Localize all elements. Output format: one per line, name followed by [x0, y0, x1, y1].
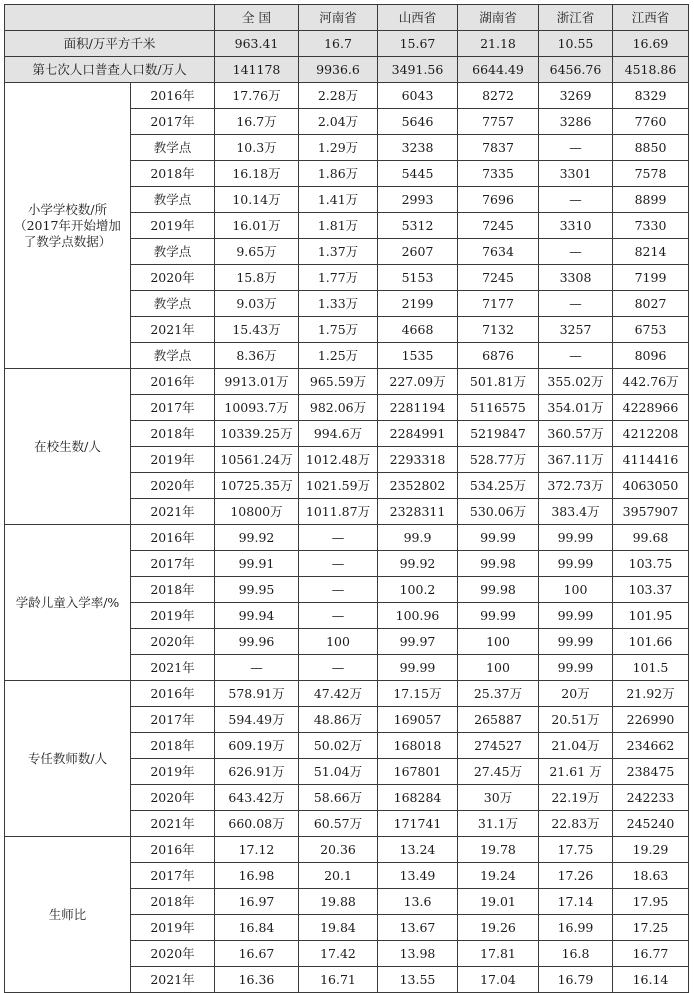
data-cell: 100 [299, 629, 378, 655]
data-cell: 10725.35万 [215, 473, 299, 499]
data-cell: — [539, 239, 613, 265]
data-cell: 7837 [458, 135, 539, 161]
info-value-cell: 6456.76 [539, 57, 613, 83]
row-label: 教学点 [131, 239, 215, 265]
data-cell: 17.81 [458, 941, 539, 967]
header-region-shanxi: 山西省 [378, 5, 458, 31]
data-cell: 20.36 [299, 837, 378, 863]
data-cell: 17.26 [539, 863, 613, 889]
data-cell: 965.59万 [299, 369, 378, 395]
data-cell: 3238 [378, 135, 458, 161]
data-cell: 3301 [539, 161, 613, 187]
info-value-cell: 141178 [215, 57, 299, 83]
row-label: 2021年 [131, 499, 215, 525]
data-cell: 16.71 [299, 967, 378, 993]
row-label: 2018年 [131, 161, 215, 187]
data-cell: 660.08万 [215, 811, 299, 837]
row-label: 2020年 [131, 941, 215, 967]
data-cell: 17.15万 [378, 681, 458, 707]
data-cell: 50.02万 [299, 733, 378, 759]
data-cell: 16.14 [613, 967, 689, 993]
data-cell: 99.99 [539, 551, 613, 577]
data-cell: 1535 [378, 343, 458, 369]
data-cell: 367.11万 [539, 447, 613, 473]
data-cell: 355.02万 [539, 369, 613, 395]
data-cell: 17.95 [613, 889, 689, 915]
data-cell: 360.57万 [539, 421, 613, 447]
data-cell: 168018 [378, 733, 458, 759]
data-cell: 16.99 [539, 915, 613, 941]
data-cell: 168284 [378, 785, 458, 811]
data-cell: 99.92 [215, 525, 299, 551]
header-region-zhejiang: 浙江省 [539, 5, 613, 31]
data-cell: 3257 [539, 317, 613, 343]
data-cell: 8272 [458, 83, 539, 109]
info-row [5, 57, 689, 83]
data-cell: 578.91万 [215, 681, 299, 707]
data-cell: 227.09万 [378, 369, 458, 395]
data-cell: 9.03万 [215, 291, 299, 317]
table-body [5, 5, 689, 993]
data-cell: 1.41万 [299, 187, 378, 213]
data-cell: 99.99 [539, 525, 613, 551]
data-cell: 1.37万 [299, 239, 378, 265]
data-cell: 3310 [539, 213, 613, 239]
data-cell: 100.2 [378, 577, 458, 603]
data-cell: 2281194 [378, 395, 458, 421]
data-cell: 99.95 [215, 577, 299, 603]
data-cell: 13.98 [378, 941, 458, 967]
data-cell: 48.86万 [299, 707, 378, 733]
data-cell: 60.57万 [299, 811, 378, 837]
row-label: 2016年 [131, 681, 215, 707]
data-cell: 2993 [378, 187, 458, 213]
data-cell: 10.3万 [215, 135, 299, 161]
data-cell: 10561.24万 [215, 447, 299, 473]
data-cell: 100.96 [378, 603, 458, 629]
data-cell: 534.25万 [458, 473, 539, 499]
row-label: 2018年 [131, 733, 215, 759]
data-cell: 171741 [378, 811, 458, 837]
data-cell: 19.88 [299, 889, 378, 915]
data-cell: 4212208 [613, 421, 689, 447]
info-value-cell: 16.69 [613, 31, 689, 57]
data-cell: 99.91 [215, 551, 299, 577]
row-label: 2016年 [131, 83, 215, 109]
data-cell: — [539, 291, 613, 317]
data-cell: 13.49 [378, 863, 458, 889]
data-cell: 9913.01万 [215, 369, 299, 395]
table-row [5, 369, 689, 395]
data-cell: 17.14 [539, 889, 613, 915]
data-cell: — [215, 655, 299, 681]
info-value-cell: 4518.86 [613, 57, 689, 83]
data-cell: 22.19万 [539, 785, 613, 811]
data-cell: 2328311 [378, 499, 458, 525]
data-cell: — [299, 655, 378, 681]
data-cell: 99.96 [215, 629, 299, 655]
data-cell: 99.94 [215, 603, 299, 629]
data-cell: 21.61 万 [539, 759, 613, 785]
data-cell: 10800万 [215, 499, 299, 525]
data-cell: 7634 [458, 239, 539, 265]
data-cell: 1021.59万 [299, 473, 378, 499]
data-cell: 5646 [378, 109, 458, 135]
data-cell: 16.97 [215, 889, 299, 915]
header-region-hunan: 湖南省 [458, 5, 539, 31]
row-label: 2019年 [131, 447, 215, 473]
data-cell: 25.37万 [458, 681, 539, 707]
data-cell: 19.01 [458, 889, 539, 915]
data-cell: 528.77万 [458, 447, 539, 473]
data-cell: 13.67 [378, 915, 458, 941]
data-cell: 2352802 [378, 473, 458, 499]
info-value-cell: 3491.56 [378, 57, 458, 83]
data-cell: 383.4万 [539, 499, 613, 525]
section-category-label: 小学学校数/所（2017年开始增加了教学点数据） [5, 83, 131, 369]
data-cell: 17.12 [215, 837, 299, 863]
data-cell: 13.24 [378, 837, 458, 863]
data-cell: 169057 [378, 707, 458, 733]
data-cell: 6876 [458, 343, 539, 369]
header-region-national: 全 国 [215, 5, 299, 31]
data-cell: 1.81万 [299, 213, 378, 239]
data-cell: — [299, 577, 378, 603]
data-cell: 16.67 [215, 941, 299, 967]
data-cell: 5219847 [458, 421, 539, 447]
data-cell: 19.78 [458, 837, 539, 863]
data-cell: 7245 [458, 265, 539, 291]
data-cell: 5153 [378, 265, 458, 291]
info-value-cell: 963.41 [215, 31, 299, 57]
data-cell: 17.04 [458, 967, 539, 993]
data-cell: 8096 [613, 343, 689, 369]
data-cell: 5312 [378, 213, 458, 239]
data-cell: 2607 [378, 239, 458, 265]
row-label: 2020年 [131, 785, 215, 811]
data-cell: 594.49万 [215, 707, 299, 733]
data-cell: 442.76万 [613, 369, 689, 395]
data-cell: 3308 [539, 265, 613, 291]
data-cell: 2284991 [378, 421, 458, 447]
data-cell: 19.84 [299, 915, 378, 941]
row-label: 2017年 [131, 109, 215, 135]
data-cell: 530.06万 [458, 499, 539, 525]
data-cell: 100 [458, 629, 539, 655]
row-label: 2016年 [131, 369, 215, 395]
row-label: 2017年 [131, 395, 215, 421]
row-label: 教学点 [131, 135, 215, 161]
data-cell: 16.7万 [215, 109, 299, 135]
row-label: 2021年 [131, 655, 215, 681]
data-cell: 372.73万 [539, 473, 613, 499]
data-cell: 274527 [458, 733, 539, 759]
data-cell: 7760 [613, 109, 689, 135]
data-cell: 16.01万 [215, 213, 299, 239]
data-cell: 10339.25万 [215, 421, 299, 447]
data-cell: 238475 [613, 759, 689, 785]
data-cell: 51.04万 [299, 759, 378, 785]
data-cell: 103.37 [613, 577, 689, 603]
data-cell: 982.06万 [299, 395, 378, 421]
section-category-label: 生师比 [5, 837, 131, 993]
data-cell: 16.98 [215, 863, 299, 889]
data-cell: 7199 [613, 265, 689, 291]
data-cell: 13.55 [378, 967, 458, 993]
data-cell: 99.9 [378, 525, 458, 551]
info-row [5, 31, 689, 57]
data-cell: 7132 [458, 317, 539, 343]
data-cell: 15.43万 [215, 317, 299, 343]
data-cell: 3269 [539, 83, 613, 109]
data-cell: 21.04万 [539, 733, 613, 759]
data-cell: 99.68 [613, 525, 689, 551]
data-cell: 4114416 [613, 447, 689, 473]
data-cell: 99.98 [458, 551, 539, 577]
row-label: 2020年 [131, 473, 215, 499]
data-cell: 8214 [613, 239, 689, 265]
data-cell: 101.66 [613, 629, 689, 655]
table-row [5, 525, 689, 551]
data-cell: 100 [539, 577, 613, 603]
row-label: 教学点 [131, 291, 215, 317]
data-cell: — [539, 135, 613, 161]
data-cell: 99.99 [539, 603, 613, 629]
data-cell: 101.95 [613, 603, 689, 629]
data-cell: 7335 [458, 161, 539, 187]
data-cell: 1.86万 [299, 161, 378, 187]
data-cell: 8850 [613, 135, 689, 161]
table-row [5, 837, 689, 863]
data-cell: 99.97 [378, 629, 458, 655]
data-cell: 1011.87万 [299, 499, 378, 525]
data-cell: 7578 [613, 161, 689, 187]
data-cell: 265887 [458, 707, 539, 733]
data-cell: 22.83万 [539, 811, 613, 837]
data-cell: 4063050 [613, 473, 689, 499]
data-cell: 4228966 [613, 395, 689, 421]
info-value-cell: 21.18 [458, 31, 539, 57]
data-cell: 19.24 [458, 863, 539, 889]
data-cell: 20.51万 [539, 707, 613, 733]
row-label: 2016年 [131, 525, 215, 551]
row-label: 2021年 [131, 317, 215, 343]
section-category-label: 在校生数/人 [5, 369, 131, 525]
header-region-jiangxi: 江西省 [613, 5, 689, 31]
data-cell: 21.92万 [613, 681, 689, 707]
row-label: 2018年 [131, 421, 215, 447]
data-cell: 7177 [458, 291, 539, 317]
row-label: 2017年 [131, 863, 215, 889]
info-value-cell: 15.67 [378, 31, 458, 57]
data-cell: 16.79 [539, 967, 613, 993]
data-cell: 226990 [613, 707, 689, 733]
data-cell: 1.77万 [299, 265, 378, 291]
data-cell: 1.33万 [299, 291, 378, 317]
data-cell: 2293318 [378, 447, 458, 473]
header-corner-cell [5, 5, 215, 31]
data-cell: 17.42 [299, 941, 378, 967]
data-cell: 17.25 [613, 915, 689, 941]
data-cell: 101.5 [613, 655, 689, 681]
data-cell: 2.04万 [299, 109, 378, 135]
info-value-cell: 6644.49 [458, 57, 539, 83]
data-cell: 99.92 [378, 551, 458, 577]
data-cell: 18.63 [613, 863, 689, 889]
data-cell: 9.65万 [215, 239, 299, 265]
data-cell: 31.1万 [458, 811, 539, 837]
data-cell: 99.98 [458, 577, 539, 603]
data-cell: 16.84 [215, 915, 299, 941]
row-label: 教学点 [131, 187, 215, 213]
table-row [5, 681, 689, 707]
row-label: 2019年 [131, 603, 215, 629]
info-value-cell: 10.55 [539, 31, 613, 57]
data-cell: 30万 [458, 785, 539, 811]
data-cell: 13.6 [378, 889, 458, 915]
row-label: 2020年 [131, 629, 215, 655]
data-cell: 17.75 [539, 837, 613, 863]
data-cell: 7757 [458, 109, 539, 135]
data-cell: 6043 [378, 83, 458, 109]
data-cell: 8329 [613, 83, 689, 109]
data-cell: 103.75 [613, 551, 689, 577]
data-cell: 99.99 [458, 603, 539, 629]
data-cell: 19.26 [458, 915, 539, 941]
data-cell: 245240 [613, 811, 689, 837]
row-label: 2019年 [131, 915, 215, 941]
data-cell: 609.19万 [215, 733, 299, 759]
data-cell: 15.8万 [215, 265, 299, 291]
section-category-label: 专任教师数/人 [5, 681, 131, 837]
data-cell: 234662 [613, 733, 689, 759]
data-cell: 501.81万 [458, 369, 539, 395]
data-cell: — [299, 603, 378, 629]
data-cell: — [299, 525, 378, 551]
row-label: 2021年 [131, 967, 215, 993]
data-cell: 6753 [613, 317, 689, 343]
row-label: 2019年 [131, 213, 215, 239]
data-cell: 1.75万 [299, 317, 378, 343]
data-cell: 99.99 [539, 655, 613, 681]
data-cell: 643.42万 [215, 785, 299, 811]
data-cell: 20万 [539, 681, 613, 707]
data-cell: 2.28万 [299, 83, 378, 109]
data-cell: 626.91万 [215, 759, 299, 785]
data-cell: 16.36 [215, 967, 299, 993]
row-label: 2018年 [131, 577, 215, 603]
data-cell: 7696 [458, 187, 539, 213]
data-cell: 10093.7万 [215, 395, 299, 421]
data-cell: 354.01万 [539, 395, 613, 421]
data-cell: 16.8 [539, 941, 613, 967]
data-cell: 10.14万 [215, 187, 299, 213]
data-cell: 4668 [378, 317, 458, 343]
data-cell: 99.99 [378, 655, 458, 681]
data-cell: 16.18万 [215, 161, 299, 187]
row-label: 2019年 [131, 759, 215, 785]
data-cell: 242233 [613, 785, 689, 811]
row-label: 2020年 [131, 265, 215, 291]
data-cell: 8899 [613, 187, 689, 213]
data-cell: — [539, 343, 613, 369]
data-cell: 27.45万 [458, 759, 539, 785]
section-category-label: 学龄儿童入学率/% [5, 525, 131, 681]
data-cell: 1012.48万 [299, 447, 378, 473]
data-cell: 100 [458, 655, 539, 681]
data-cell: 3957907 [613, 499, 689, 525]
data-cell: 1.29万 [299, 135, 378, 161]
data-cell: 3286 [539, 109, 613, 135]
data-cell: 5116575 [458, 395, 539, 421]
info-value-cell: 9936.6 [299, 57, 378, 83]
table-row [5, 83, 689, 109]
data-cell: 19.29 [613, 837, 689, 863]
info-value-cell: 16.7 [299, 31, 378, 57]
data-cell: 17.76万 [215, 83, 299, 109]
data-cell: 99.99 [539, 629, 613, 655]
data-cell: 7245 [458, 213, 539, 239]
data-cell: 1.25万 [299, 343, 378, 369]
info-row-label: 面积/万平方千米 [5, 31, 215, 57]
data-cell: 8027 [613, 291, 689, 317]
row-label: 教学点 [131, 343, 215, 369]
row-label: 2016年 [131, 837, 215, 863]
row-label: 2021年 [131, 811, 215, 837]
info-row-label: 第七次人口普查人口数/万人 [5, 57, 215, 83]
data-cell: 167801 [378, 759, 458, 785]
data-cell: — [299, 551, 378, 577]
data-cell: 99.99 [458, 525, 539, 551]
header-row [5, 5, 689, 31]
header-region-henan: 河南省 [299, 5, 378, 31]
row-label: 2018年 [131, 889, 215, 915]
row-label: 2017年 [131, 707, 215, 733]
data-cell: 20.1 [299, 863, 378, 889]
data-cell: 994.6万 [299, 421, 378, 447]
data-cell: 2199 [378, 291, 458, 317]
data-cell: 5445 [378, 161, 458, 187]
data-cell: 8.36万 [215, 343, 299, 369]
row-label: 2017年 [131, 551, 215, 577]
data-cell: — [539, 187, 613, 213]
data-cell: 58.66万 [299, 785, 378, 811]
data-cell: 7330 [613, 213, 689, 239]
education-statistics-table [4, 4, 689, 993]
data-cell: 16.77 [613, 941, 689, 967]
data-cell: 47.42万 [299, 681, 378, 707]
